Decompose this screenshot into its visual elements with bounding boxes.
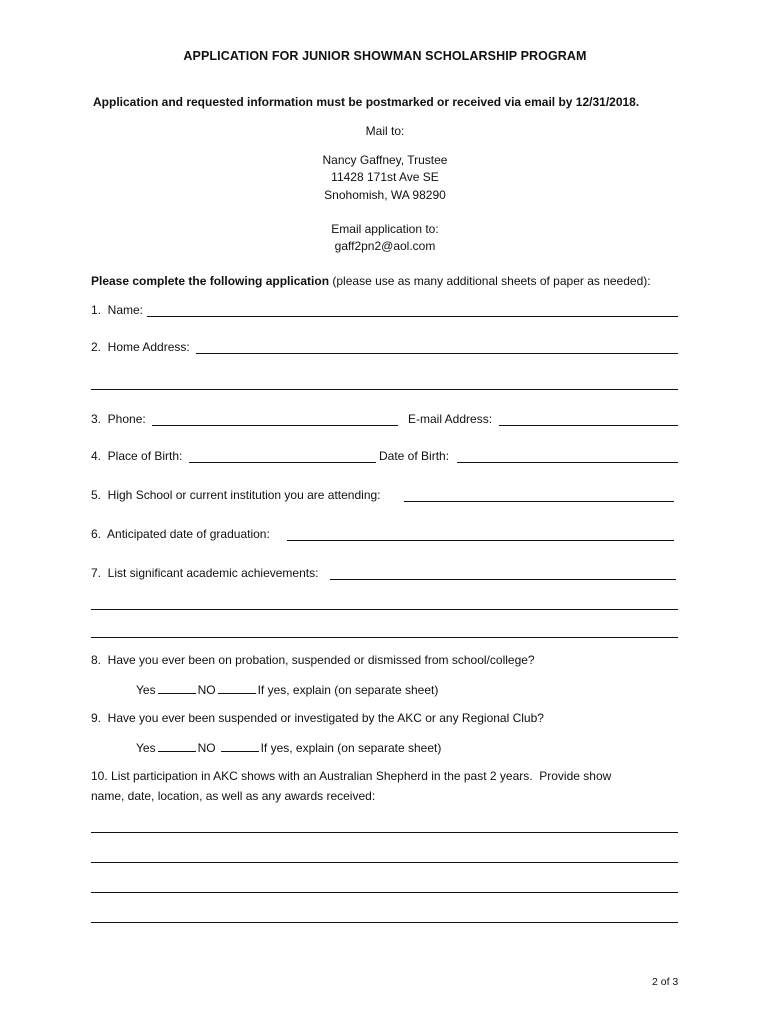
school-field[interactable]: [404, 501, 674, 502]
q10-label-line2: name, date, location, as well as any awards received:: [91, 789, 376, 803]
q9-explain: If yes, explain (on separate sheet): [260, 741, 442, 755]
date-of-birth-field[interactable]: [457, 462, 678, 463]
mail-city: Snohomish, WA 98290: [324, 188, 446, 202]
page-number: 2 of 3: [652, 976, 679, 988]
q5-label: 5. High School or current institution you are attending:: [91, 488, 381, 502]
place-of-birth-field[interactable]: [189, 462, 376, 463]
q8-yes-field[interactable]: [158, 682, 196, 694]
mail-name: Nancy Gaffney, Trustee: [322, 153, 448, 167]
q9-yes-label: Yes: [136, 741, 156, 755]
mail-street: 11428 171st Ave SE: [331, 170, 439, 184]
q3-phone-label: 3. Phone:: [91, 412, 146, 426]
instructions-rest: (please use as many additional sheets of paper as needed):: [329, 274, 651, 288]
q9-answer-row: [136, 740, 441, 755]
email-field[interactable]: [499, 425, 678, 426]
awards-field-1[interactable]: [91, 832, 678, 833]
mail-to-label: Mail to:: [365, 124, 405, 138]
phone-field[interactable]: [152, 425, 398, 426]
q8-yes-label: Yes: [136, 683, 156, 697]
q9-no-field[interactable]: [221, 740, 259, 752]
instructions-bold: Please complete the following application: [91, 274, 330, 288]
q8-no-label: NO: [197, 683, 216, 697]
email-label: Email application to:: [331, 222, 439, 236]
q1-label: 1. Name:: [91, 303, 144, 317]
achievements-field-2[interactable]: [91, 609, 678, 610]
q6-label: 6. Anticipated date of graduation:: [91, 527, 270, 541]
q4-place-label: 4. Place of Birth:: [91, 449, 183, 463]
q8-explain: If yes, explain (on separate sheet): [257, 683, 439, 697]
q7-label: 7. List significant academic achievements:: [91, 566, 319, 580]
name-field[interactable]: [147, 316, 678, 317]
deadline-notice: Application and requested information must be postmarked or received via email by 12/31/2018.: [93, 95, 640, 109]
email-address: gaff2pn2@aol.com: [334, 239, 436, 253]
q2-label: 2. Home Address:: [91, 340, 190, 354]
q10-label-line1: 10. List participation in AKC shows with an Australian Shepherd in the past 2 years. Provide show: [91, 769, 612, 783]
graduation-date-field[interactable]: [287, 540, 674, 541]
achievements-field[interactable]: [330, 579, 676, 580]
q8-label: 8. Have you ever been on probation, suspended or dismissed from school/college?: [91, 653, 535, 667]
q8-answer-row: [136, 682, 438, 697]
q8-no-field[interactable]: [218, 682, 256, 694]
document-title: APPLICATION FOR JUNIOR SHOWMAN SCHOLARSHIP PROGRAM: [183, 49, 587, 63]
q9-no-label: NO: [197, 741, 216, 755]
awards-field-2[interactable]: [91, 862, 678, 863]
achievements-field-3[interactable]: [91, 637, 678, 638]
home-address-field-2[interactable]: [91, 389, 678, 390]
home-address-field[interactable]: [196, 353, 678, 354]
awards-field-4[interactable]: [91, 922, 678, 923]
q4-date-label: Date of Birth:: [379, 449, 450, 463]
q9-yes-field[interactable]: [158, 740, 196, 752]
awards-field-3[interactable]: [91, 892, 678, 893]
q3-email-label: E-mail Address:: [408, 412, 493, 426]
q9-label: 9. Have you ever been suspended or investigated by the AKC or any Regional Club?: [91, 711, 544, 725]
instructions: [91, 274, 651, 288]
